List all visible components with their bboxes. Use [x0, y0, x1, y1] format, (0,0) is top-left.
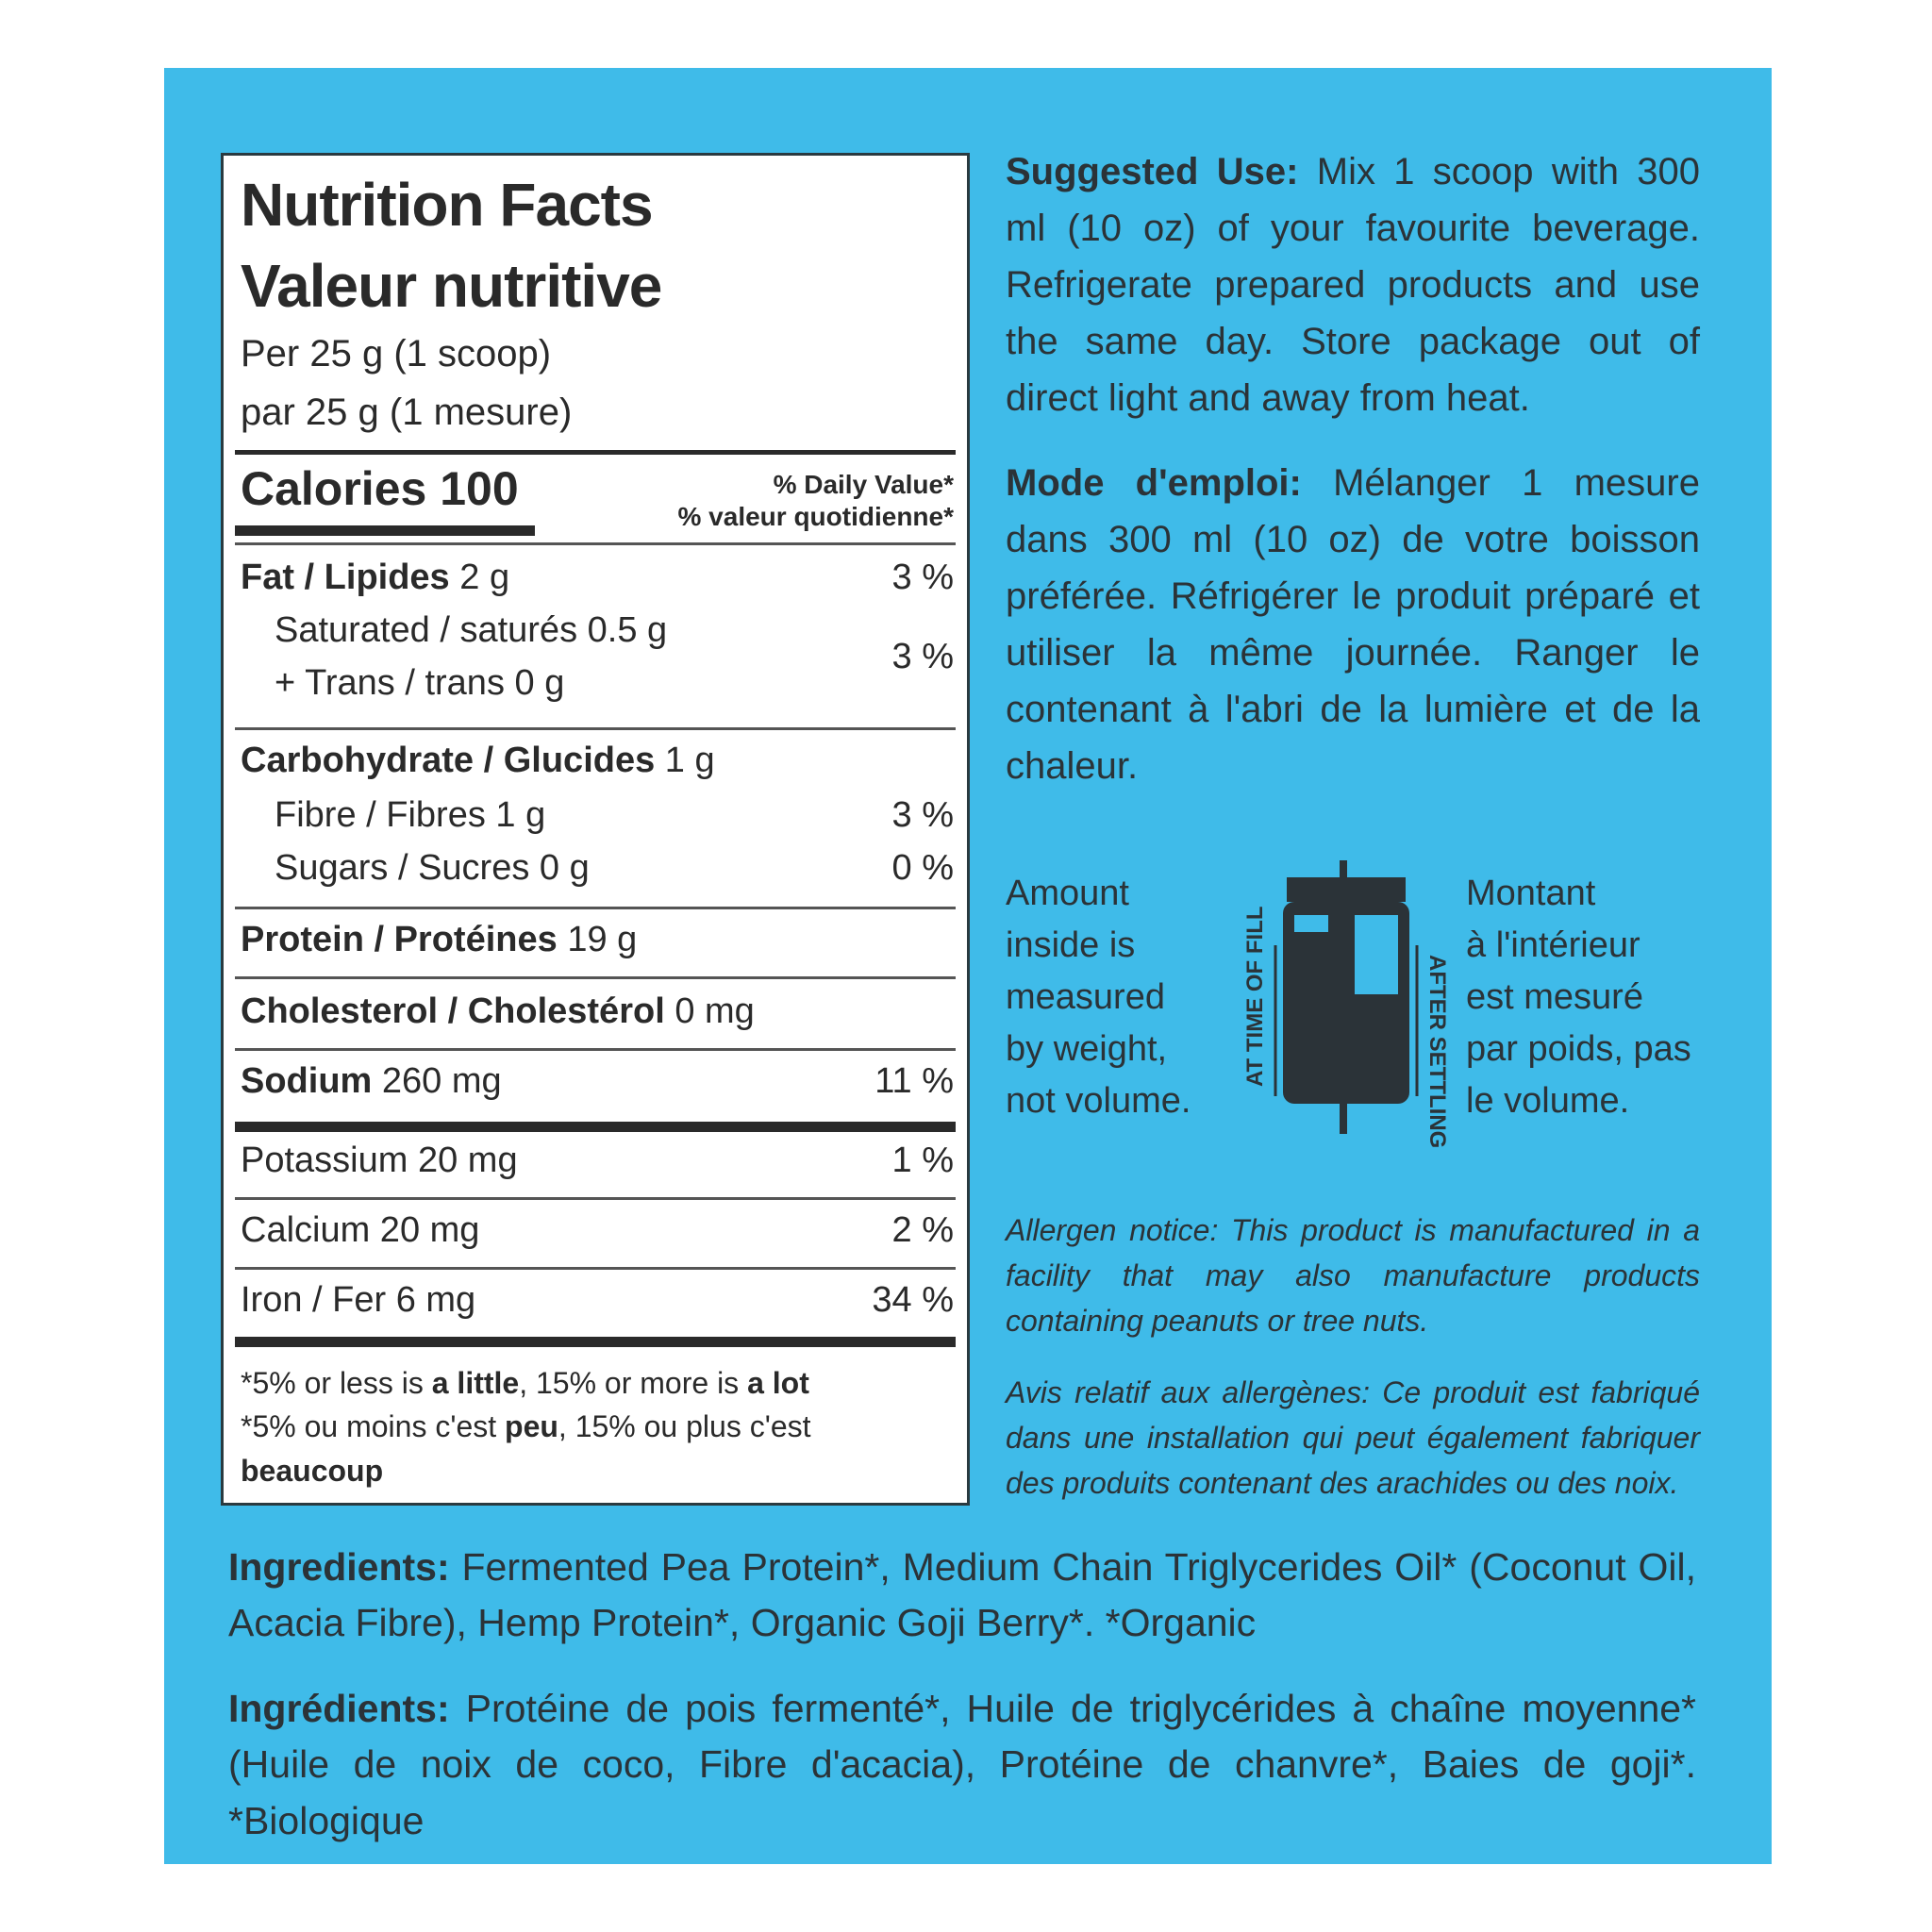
- sugars-amount: 0 g: [539, 848, 590, 888]
- fibre-label: Fibre / Fibres: [275, 795, 486, 835]
- thick-divider: [235, 1337, 956, 1347]
- carbohydrate-amount: 1 g: [664, 741, 715, 780]
- protein-amount: 19 g: [567, 920, 638, 959]
- daily-value-en: % Daily Value*: [773, 470, 954, 499]
- fat-row: [241, 559, 509, 595]
- saturated-row: [275, 612, 667, 648]
- trans-row: [275, 665, 564, 701]
- potassium-label: Potassium 20 mg: [241, 1141, 518, 1180]
- ingredients-text-fr: Protéine de pois fermenté*, Huile de triglycérides à chaîne moyenne* (Huile de noix de coco, Fibre d'acacia), Protéine de chanvre*, Baies de goji*. *Biologique: [228, 1687, 1696, 1842]
- daily-value-header: [678, 469, 955, 532]
- allergen-notice-fr: Avis relatif aux allergènes: Ce produit est fabriqué dans une installation qui peut également fabriquer des produits contenant des arachides ou des noix.: [1006, 1375, 1700, 1500]
- calories-row: [241, 462, 519, 515]
- mode-emploi-fr: [1006, 455, 1700, 794]
- thick-divider: [235, 1122, 956, 1132]
- allergen-notice-en: Allergen notice: This product is manufactured in a facility that may also manufacture products containing peanuts or tree nuts.: [1006, 1213, 1700, 1338]
- suggested-use-text: Mix 1 scoop with 300 ml (10 oz) of your favourite beverage. Refrigerate prepared products and use the same day. Store package out of direct light and away from heat.: [1006, 151, 1700, 419]
- cholesterol-label: Cholesterol / Cholestérol: [241, 991, 665, 1031]
- label-panel: [164, 68, 1772, 1864]
- divider: [235, 727, 956, 730]
- daily-value-fr: % valeur quotidienne*: [677, 501, 954, 531]
- potassium-pct: 1 %: [891, 1141, 954, 1180]
- after-settling-label: AFTER SETTLING: [1424, 955, 1450, 1149]
- divider: [235, 1267, 956, 1270]
- ingredients-en: [228, 1540, 1696, 1652]
- divider: [235, 976, 956, 979]
- cholesterol-amount: 0 mg: [675, 991, 755, 1031]
- calories-label: Calories: [241, 462, 427, 515]
- trans-label: + Trans / trans: [275, 663, 505, 703]
- ingredients-fr: [228, 1681, 1696, 1849]
- ingredients-label-fr: Ingrédients:: [228, 1687, 450, 1730]
- calories-underline: [235, 525, 535, 536]
- nutrition-title-en: Nutrition Facts: [241, 171, 653, 239]
- thick-divider: [235, 450, 956, 455]
- fat-amount: 2 g: [459, 558, 510, 597]
- serving-size-en: Per 25 g (1 scoop): [241, 333, 552, 375]
- saturated-label: Saturated / saturés: [275, 610, 578, 650]
- suggested-use-label: Suggested Use:: [1006, 151, 1299, 192]
- saturated-amount: 0.5 g: [587, 610, 668, 650]
- sugars-pct: 0 %: [891, 848, 954, 888]
- sodium-row: [241, 1063, 502, 1099]
- carbohydrate-label: Carbohydrate / Glucides: [241, 741, 656, 780]
- fat-label: Fat / Lipides: [241, 558, 450, 597]
- fibre-row: [275, 797, 545, 833]
- sodium-amount: 260 mg: [381, 1061, 502, 1101]
- mode-emploi-text: Mélanger 1 mesure dans 300 ml (10 oz) de votre boisson préférée. Réfrigérer le produit préparé et utiliser la même journée. Ranger le contenant à l'abri de la lumière et de la chaleur.: [1006, 462, 1700, 787]
- fat-pct: 3 %: [891, 558, 954, 597]
- jar-fill-icon: [1228, 860, 1450, 1149]
- iron-pct: 34 %: [872, 1280, 954, 1320]
- calcium-label: Calcium 20 mg: [241, 1210, 480, 1250]
- calcium-pct: 2 %: [891, 1210, 954, 1250]
- daily-value-footnote: [241, 1361, 939, 1492]
- serving-size-fr: par 25 g (1 mesure): [241, 391, 573, 433]
- divider: [235, 1048, 956, 1051]
- footnote-fr: *5% ou moins c'est peu, 15% ou plus c'est beaucoup: [241, 1409, 811, 1488]
- ingredients-label-en: Ingredients:: [228, 1545, 450, 1589]
- nutrition-facts-table: [221, 153, 970, 1506]
- footnote-en: *5% or less is a little, 15% or more is a lot: [241, 1366, 809, 1400]
- divider: [235, 542, 956, 545]
- sugars-label: Sugars / Sucres: [275, 848, 530, 888]
- carbohydrate-row: [241, 742, 715, 778]
- sodium-label: Sodium: [241, 1061, 373, 1101]
- divider: [235, 907, 956, 909]
- fill-notice-fr: Montant à l'intérieur est mesuré par poids, pas le volume.: [1466, 874, 1691, 1122]
- iron-label: Iron / Fer 6 mg: [241, 1280, 476, 1320]
- cholesterol-row: [241, 993, 755, 1029]
- fibre-amount: 1 g: [495, 795, 546, 835]
- suggested-use-en: [1006, 143, 1700, 426]
- trans-amount: 0 g: [514, 663, 565, 703]
- fibre-pct: 3 %: [891, 795, 954, 835]
- sodium-pct: 11 %: [874, 1061, 954, 1101]
- calories-value: 100: [440, 462, 519, 515]
- ingredients-text-en: Fermented Pea Protein*, Medium Chain Triglycerides Oil* (Coconut Oil, Acacia Fibre), Hemp Protein*, Organic Goji Berry*. *Organic: [228, 1545, 1696, 1645]
- divider: [235, 1197, 956, 1200]
- protein-row: [241, 922, 637, 958]
- mode-emploi-label: Mode d'emploi:: [1006, 462, 1302, 504]
- saturated-trans-pct: 3 %: [891, 637, 954, 676]
- protein-label: Protein / Protéines: [241, 920, 558, 959]
- sugars-row: [275, 850, 590, 886]
- fill-notice-en: Amount inside is measured by weight, not volume.: [1006, 874, 1191, 1122]
- nutrition-title-fr: Valeur nutritive: [241, 252, 662, 320]
- at-time-of-fill-label: AT TIME OF FILL: [1242, 906, 1268, 1087]
